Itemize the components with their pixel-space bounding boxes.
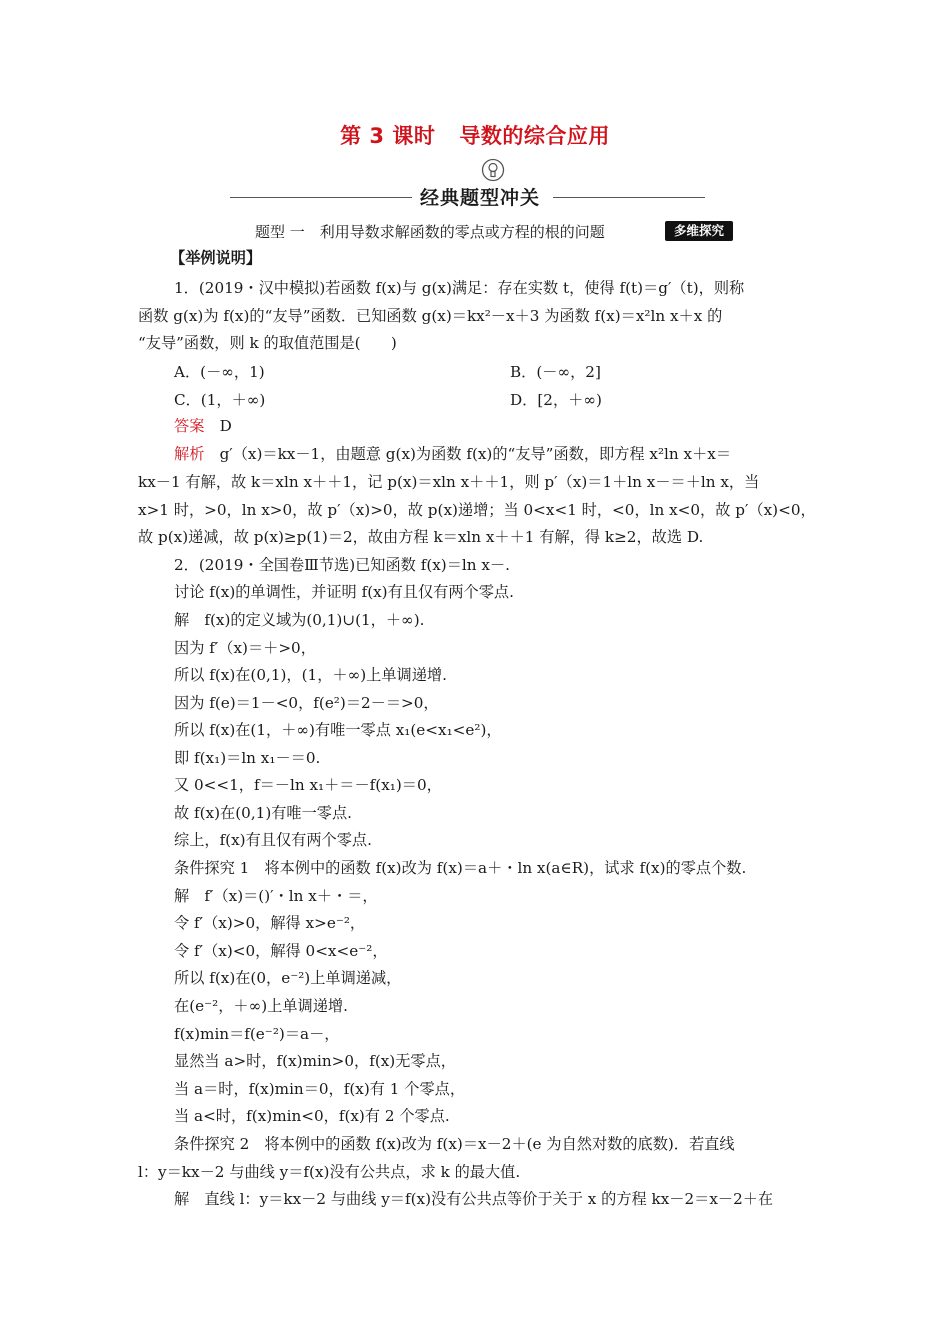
problem2-line: 解 f′（x)＝()′・ln x＋・＝， [174, 887, 378, 905]
analysis-line: kx－1 有解，故 k＝xln x＋＋1，记 p(x)＝xln x＋＋1，则 p′（x)＝1＋ln x－＝＋ln x，当 [138, 473, 760, 491]
problem2-line: 所以 f(x)在(0,1)，(1，＋∞)上单调递增. [174, 666, 447, 684]
problem2-line: 又 0<<1，f＝－ln x₁＋＝－f(x₁)＝0， [174, 776, 442, 794]
problem2-line: 令 f′（x)>0，解得 x>e⁻²， [174, 914, 366, 932]
problem2-line: 即 f(x₁)＝ln x₁－＝0. [174, 749, 321, 767]
problem2-line: l：y＝kx－2 与曲线 y＝f(x)没有公共点，求 k 的最大值. [138, 1163, 521, 1181]
problem2-line: 故 f(x)在(0,1)有唯一零点. [174, 804, 353, 822]
analysis-line: x>1 时，>0，ln x>0，故 p′（x)>0，故 p(x)递增；当 0<x<1 时，<0，ln x<0，故 p′（x)<0， [138, 501, 816, 519]
answer-row [174, 416, 232, 436]
option-b: B．(－∞，2] [510, 363, 601, 381]
banner-title: 经典题型冲关 [420, 187, 541, 209]
problem2-line: 当 a<时，f(x)min<0，f(x)有 2 个零点. [174, 1107, 450, 1125]
option-a: A．(－∞，1) [174, 363, 265, 381]
answer-value: D [219, 417, 232, 435]
analysis-row [174, 444, 731, 464]
analysis-label: 解析 [174, 445, 205, 463]
example-heading: 【举例说明】 [170, 249, 262, 267]
problem2-line: 显然当 a>时，f(x)min>0，f(x)无零点， [174, 1052, 456, 1070]
problem2-line: 讨论 f(x)的单调性，并证明 f(x)有且仅有两个零点. [174, 583, 514, 601]
problem2-line: 所以 f(x)在(1，＋∞)有唯一零点 x₁(e<x₁<e²)， [174, 721, 502, 739]
problem2-line: 令 f′（x)<0，解得 0<x<e⁻²， [174, 942, 388, 960]
option-d: D．[2，＋∞) [510, 391, 602, 409]
problem1-line: “友导”函数，则 k 的取值范围是( ) [138, 334, 397, 352]
problem2-line: 在(e⁻²，＋∞)上单调递增. [174, 997, 348, 1015]
lightbulb-icon [481, 158, 505, 182]
problem2-line: 因为 f(e)＝1－<0，f(e²)＝2－＝>0， [174, 694, 439, 712]
answer-label: 答案 [174, 417, 205, 435]
analysis-line: 故 p(x)递减，故 p(x)≥p(1)＝2，故由方程 k＝xln x＋＋1 有解，得 k≥2，故选 D. [138, 528, 704, 546]
problem1-line: 1．(2019・汉中模拟)若函数 f(x)与 g(x)满足：存在实数 t，使得 f(t)＝g′（t)，则称 [174, 279, 745, 297]
section-banner [230, 183, 705, 211]
problem2-line: 当 a＝时，f(x)min＝0，f(x)有 1 个零点， [174, 1080, 466, 1098]
section-title: 题型 一 利用导数求解函数的零点或方程的根的问题 [255, 223, 605, 241]
problem2-line: 综上，f(x)有且仅有两个零点. [174, 831, 372, 849]
analysis-line: g′（x)＝kx－1，由题意 g(x)为函数 f(x)的“友导”函数，即方程 x²ln x＋x＝ [219, 445, 732, 463]
option-c: C．(1，＋∞) [174, 391, 266, 409]
lesson-topic: 导数的综合应用 [459, 124, 610, 148]
problem2-line: 因为 f′（x)＝＋>0， [174, 639, 316, 657]
page-title [0, 120, 950, 150]
banner-rule-left [230, 197, 412, 198]
problem2-line: 所以 f(x)在(0，e⁻²)上单调递减， [174, 969, 402, 987]
problem2-line: 解 直线 l：y＝kx－2 与曲线 y＝f(x)没有公共点等价于关于 x 的方程 kx－2＝x－2＋在 [174, 1190, 774, 1208]
problem2-line: 条件探究 1 将本例中的函数 f(x)改为 f(x)＝a＋・ln x(a∈R)，试求 f(x)的零点个数. [174, 859, 747, 877]
problem2-line: f(x)min＝f(e⁻²)＝a－， [174, 1025, 340, 1043]
banner-rule-right [553, 197, 705, 198]
problem1-line: 函数 g(x)为 f(x)的“友导”函数．已知函数 g(x)＝kx²－x＋3 为函数 f(x)＝x²ln x＋x 的 [138, 307, 723, 325]
problem2-line: 解 f(x)的定义域为(0,1)∪(1，＋∞). [174, 611, 425, 629]
problem2-line: 条件探究 2 将本例中的函数 f(x)改为 f(x)＝x－2＋(e 为自然对数的底数)．若直线 [174, 1135, 735, 1153]
section-badge: 多维探究 [665, 221, 733, 241]
lesson-number: 第 3 课时 [340, 124, 436, 148]
problem2-line: 2．(2019・全国卷Ⅲ节选)已知函数 f(x)＝ln x－. [174, 556, 510, 574]
